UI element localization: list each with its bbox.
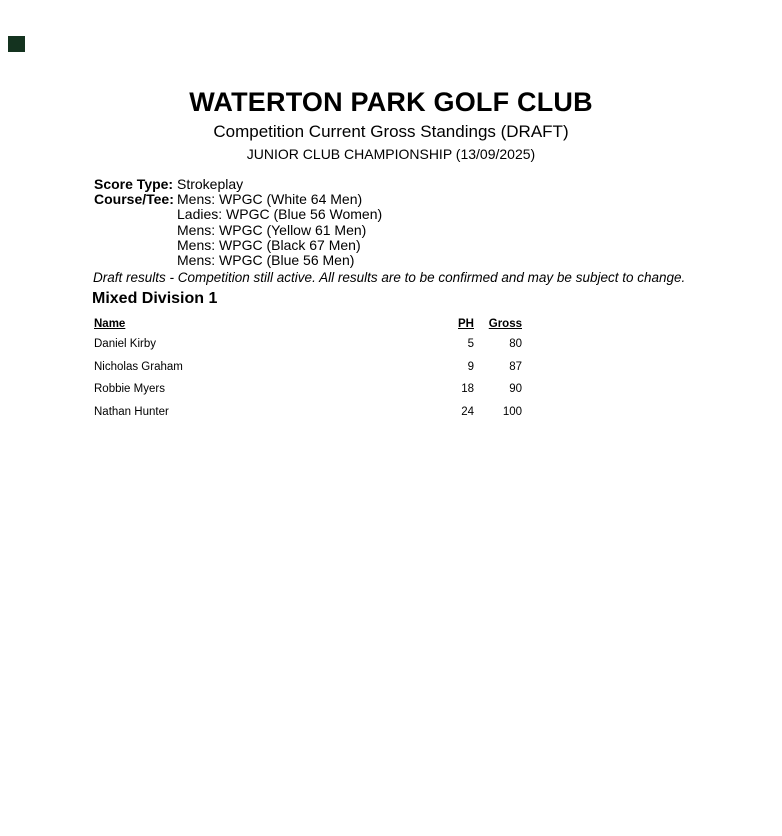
- course-tee-values: [177, 192, 782, 268]
- player-gross: 100: [502, 405, 522, 418]
- standings-table: [94, 318, 522, 418]
- course-tee-value: Ladies: WPGC (Blue 56 Women): [177, 206, 383, 223]
- course-tee-value: Mens: WPGC (Black 67 Men): [177, 236, 361, 253]
- course-tee-value: Mens: WPGC (Yellow 61 Men): [177, 221, 367, 238]
- score-type-value: Strokeplay: [177, 176, 244, 192]
- table-row: [94, 406, 522, 418]
- score-type-label: Score Type:: [94, 176, 174, 192]
- meta-section: [94, 177, 782, 268]
- table-header-row: [94, 318, 522, 330]
- player-name: Daniel Kirby: [94, 338, 156, 351]
- player-ph: 18: [461, 383, 474, 396]
- player-name: Nicholas Graham: [94, 360, 183, 373]
- column-header-name: Name: [94, 318, 126, 331]
- course-tee-label: Course/Tee:: [94, 191, 174, 208]
- page-title: WATERTON PARK GOLF CLUB: [189, 87, 593, 117]
- course-tee-value: Mens: WPGC (White 64 Men): [177, 191, 363, 208]
- player-name: Nathan Hunter: [94, 405, 169, 418]
- division-title: Mixed Division 1: [92, 290, 218, 308]
- table-row: [94, 361, 522, 373]
- competition-name-date: JUNIOR CLUB CHAMPIONSHIP (13/09/2025): [246, 146, 536, 162]
- player-gross: 80: [509, 338, 522, 351]
- player-gross: 90: [509, 383, 522, 396]
- table-row: [94, 338, 522, 350]
- column-header-gross: Gross: [488, 318, 522, 331]
- draft-disclaimer: Draft results - Competition still active. All results are to be confirmed and may be subject to change.: [93, 270, 686, 286]
- player-name: Robbie Myers: [94, 383, 165, 396]
- player-ph: 24: [461, 405, 474, 418]
- course-tee-value: Mens: WPGC (Blue 56 Men): [177, 252, 355, 269]
- column-header-ph: PH: [458, 318, 474, 331]
- player-ph: 5: [467, 338, 474, 351]
- table-row: [94, 383, 522, 395]
- report-subtitle: Competition Current Gross Standings (DRAFT): [213, 122, 569, 141]
- player-ph: 9: [467, 360, 474, 373]
- player-gross: 87: [509, 360, 522, 373]
